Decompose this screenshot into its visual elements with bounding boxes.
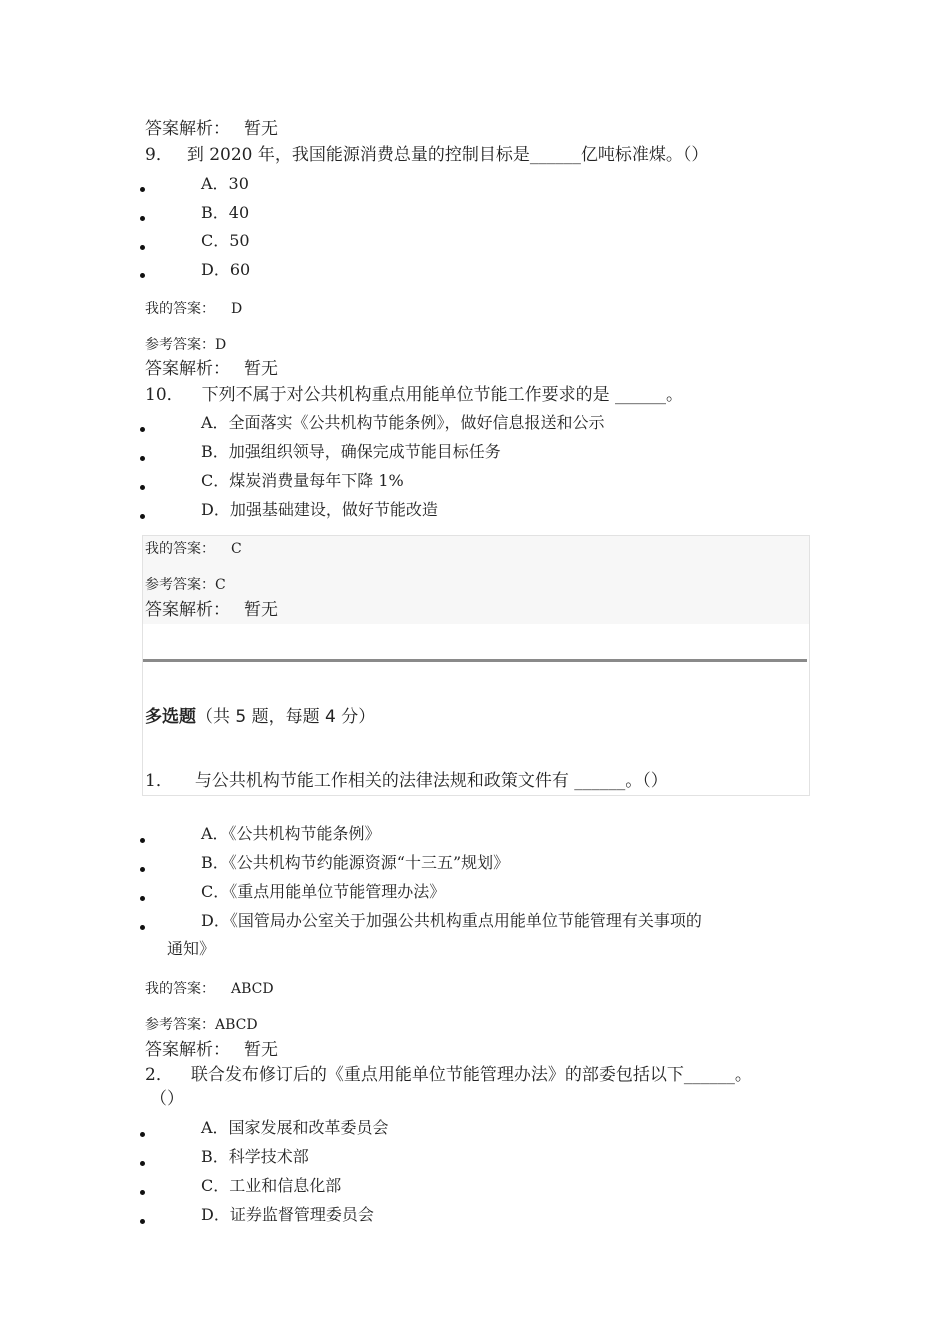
analysis-value: 暂无 (244, 1040, 278, 1060)
m1-my-answer (145, 982, 274, 996)
q10-option-b[interactable]: B．加强组织领导，确保完成节能目标任务 (201, 442, 501, 461)
question-text: 与公共机构节能工作相关的法律法规和政策文件有 ______。（） (194, 771, 668, 791)
analysis-label: 答案解析： (145, 359, 230, 379)
section-title (145, 709, 375, 726)
q10-my-answer (145, 542, 242, 556)
bullet-icon (140, 1219, 145, 1224)
m2-option-a[interactable]: A．国家发展和改革委员会 (201, 1118, 389, 1137)
ref-answer-label: 参考答案： (145, 577, 215, 593)
my-answer-label: 我的答案： (145, 981, 215, 997)
my-answer-value: D (231, 301, 243, 317)
analysis-value: 暂无 (244, 119, 278, 139)
section-title-rest: （共 5 题，每题 4 分） (196, 707, 376, 727)
bullet-icon (140, 896, 145, 901)
bullet-icon (140, 1132, 145, 1137)
q10-option-d[interactable]: D．加强基础建设，做好节能改造 (201, 500, 438, 519)
my-answer-value: C (231, 541, 242, 557)
bullet-icon (140, 216, 145, 221)
bullet-icon (140, 925, 145, 930)
q9-my-answer (145, 302, 242, 316)
bullet-icon (140, 245, 145, 250)
section-title-bold: 多选题 (145, 707, 196, 727)
m1-option-a[interactable]: A．《公共机构节能条例》 (201, 824, 381, 843)
q10-option-c[interactable]: C．煤炭消费量每年下降 1% (201, 471, 404, 490)
m2-question (145, 1067, 752, 1084)
bullet-icon (140, 456, 145, 461)
analysis-value: 暂无 (244, 359, 278, 379)
ref-answer-label: 参考答案： (145, 1017, 215, 1033)
m2-option-b[interactable]: B．科学技术部 (201, 1147, 309, 1166)
q9-ref-answer (145, 338, 226, 352)
bullet-icon (140, 187, 145, 192)
question-text: 联合发布修订后的《重点用能单位节能管理办法》的部委包括以下______。 (190, 1065, 752, 1085)
m1-option-d[interactable]: D．《国管局办公室关于加强公共机构重点用能单位节能管理有关事项的 (201, 911, 702, 930)
q10-analysis (145, 602, 278, 619)
bullet-icon (140, 514, 145, 519)
analysis-label: 答案解析： (145, 119, 230, 139)
m1-analysis (145, 1042, 278, 1059)
q8-analysis (145, 121, 278, 138)
bullet-icon (140, 1161, 145, 1166)
m1-option-b[interactable]: B．《公共机构节约能源资源“十三五”规划》 (201, 853, 510, 872)
question-number: 2． (145, 1065, 173, 1085)
q10-question (145, 387, 683, 404)
section-divider (143, 659, 807, 662)
my-answer-label: 我的答案： (145, 301, 215, 317)
q9-analysis (145, 361, 278, 378)
m2-question-wrap: （） (150, 1089, 184, 1109)
bullet-icon (140, 427, 145, 432)
q9-option-a[interactable]: A．30 (201, 174, 249, 193)
ref-answer-value: ABCD (215, 1017, 258, 1033)
q9-option-d[interactable]: D．60 (201, 260, 251, 279)
q10-option-a[interactable]: A．全面落实《公共机构节能条例》，做好信息报送和公示 (201, 413, 605, 432)
m2-option-d[interactable]: D．证券监督管理委员会 (201, 1205, 374, 1224)
m1-ref-answer (145, 1018, 258, 1032)
my-answer-value: ABCD (231, 981, 274, 997)
question-text: 下列不属于对公共机构重点用能单位节能工作要求的是 ______。 (201, 385, 684, 405)
analysis-label: 答案解析： (145, 600, 230, 620)
ref-answer-value: C (215, 577, 226, 593)
m2-option-c[interactable]: C．工业和信息化部 (201, 1176, 342, 1195)
question-number: 1． (145, 771, 173, 791)
ref-answer-label: 参考答案： (145, 337, 215, 353)
q9-option-c[interactable]: C．50 (201, 231, 250, 250)
question-text: 到 2020 年，我国能源消费总量的控制目标是______亿吨标准煤。（） (186, 145, 709, 165)
m1-question (145, 773, 668, 790)
question-number: 9． (145, 145, 173, 165)
bullet-icon (140, 1190, 145, 1195)
bullet-icon (140, 867, 145, 872)
analysis-value: 暂无 (244, 600, 278, 620)
m1-option-c[interactable]: C．《重点用能单位节能管理办法》 (201, 882, 446, 901)
bullet-icon (140, 838, 145, 843)
analysis-label: 答案解析： (145, 1040, 230, 1060)
q9-option-b[interactable]: B．40 (201, 203, 250, 222)
question-number: 10． (145, 385, 184, 405)
q10-ref-answer (145, 578, 226, 592)
bullet-icon (140, 485, 145, 490)
m1-option-d-wrap: 通知》 (167, 939, 216, 958)
ref-answer-value: D (215, 337, 227, 353)
my-answer-label: 我的答案： (145, 541, 215, 557)
q9-question (145, 147, 708, 164)
bullet-icon (140, 273, 145, 278)
